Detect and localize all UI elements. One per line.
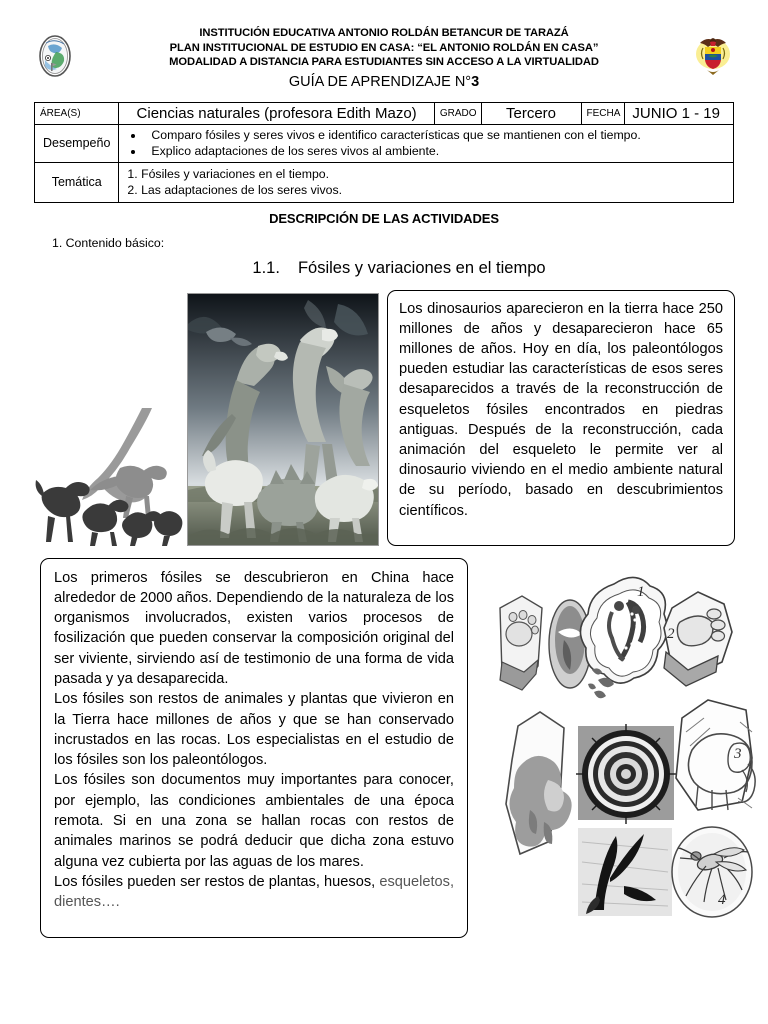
guide-title [82, 72, 686, 93]
subsection-text: Fósiles y variaciones en el tiempo [297, 258, 546, 277]
grado-value-cell: Tercero [481, 102, 581, 124]
institution-emblem-logo [34, 30, 76, 82]
fossil-paragraph-4 [54, 872, 454, 913]
description-activities-title: DESCRIPCIÓN DE LAS ACTIVIDADES [269, 210, 499, 226]
desempeno-label-cell: Desempeño [35, 124, 119, 162]
subsection-number: 1.1. [252, 258, 280, 277]
table-row-tematica [35, 162, 734, 202]
fossil-paragraph-4-faded: esqueletos, dientes…. [54, 873, 455, 911]
guide-number: 3 [471, 73, 480, 90]
guide-info-table [34, 102, 734, 203]
contenido-basico-label: 1. Contenido básico: [52, 235, 165, 250]
colombia-coat-of-arms-logo [692, 30, 734, 82]
header-line-2: PLAN INSTITUCIONAL DE ESTUDIO EN CASA: “EL ANTONIO ROLDÁN EN CASA” [169, 41, 599, 54]
tematica-label-cell: Temática [35, 162, 119, 202]
svg-text:3: 3 [734, 745, 742, 762]
dinosaur-text-box [387, 290, 735, 546]
desempeno-value-cell [119, 124, 734, 162]
area-label-cell: ÁREA(S) [35, 102, 119, 124]
tematica-value-cell [119, 162, 734, 202]
dinosaur-group-photo [187, 293, 379, 546]
fecha-label-cell: FECHA [581, 102, 625, 124]
list-item: • Comparo fósiles y seres vivos e identifico características que se mantienen con el tiempo. [145, 127, 729, 144]
lower-content-block [0, 558, 768, 938]
document-header [0, 0, 768, 93]
table-row-desempeno [35, 124, 734, 162]
fossil-paragraph-3: Los fósiles son documentos muy importantes para conocer, por ejemplo, las condiciones ambientales de una época remota. Si en una zona se hallan rocas con restos de animales marinos se podrá deducir que dicha zona estuvo alguna vez cubierta por las aguas de los mares. [54, 772, 454, 870]
guide-label: GUÍA DE APRENDIZAJE N° [288, 73, 472, 90]
desempeno-list [123, 127, 729, 160]
header-line-1: INSTITUCIÓN EDUCATIVA ANTONIO ROLDÁN BETANCUR DE TARAZÁ [199, 27, 569, 39]
dinosaur-paragraph: Los dinosaurios aparecieron en la tierra hace 250 millones de años y desaparecieron hace 65 millones de años. Hoy en día, los paleontólogos pueden estudiar las características de esos seres desaparecidos a través de la reconstrucción de esqueletos fósiles encontrados en piedras antiguas. Después de la reconstrucción, cada animación del esqueleto le permite ver al dinosaurio viviendo en el medio ambiente natural de su período, basado en descubrimientos científicos. [399, 300, 723, 519]
svg-text:4: 4 [718, 891, 726, 908]
grado-label-cell: GRADO [434, 102, 481, 124]
dinosaur-silhouettes-image [34, 406, 186, 546]
subsection-title [0, 259, 768, 278]
table-row-area [35, 102, 734, 124]
fossil-illustrations-image [486, 566, 756, 926]
tematica-list [123, 165, 729, 200]
header-line-3: MODALIDAD A DISTANCIA PARA ESTUDIANTES SIN ACCESO A LA VIRTUALIDAD [169, 56, 599, 68]
list-item: 1. Fósiles y variaciones en el tiempo. [127, 166, 330, 181]
fossil-paragraph-1: Los primeros fósiles se descubrieron en China hace alrededor de 2000 años. Dependiendo de la naturaleza de los organismos involucrados, existen varios procesos de fosilización que pueden conservar la composición original del ser viviente, sirviendo así de testimonio de una forma de vida pasada y ya desaparecida. [54, 569, 455, 687]
upper-content-block [0, 288, 768, 550]
fecha-value-cell: JUNIO 1 - 19 [625, 102, 734, 124]
list-item: 2. Las adaptaciones de los seres vivos. [127, 183, 343, 197]
header-text-block [76, 26, 692, 93]
fossil-paragraph-2: Los fósiles son restos de animales y plantas que vivieron en la Tierra hace millones de años y que se han conservado incrustados en las rocas. Los especialistas en el estudio de los fósiles son los paleontólogos. [54, 691, 454, 769]
fossil-paragraph-4-main: Los fósiles pueden ser restos de plantas, huesos, [54, 873, 376, 890]
svg-text:1: 1 [637, 583, 645, 600]
svg-text:2: 2 [667, 625, 675, 642]
list-item: • Explico adaptaciones de los seres vivos al ambiente. [145, 143, 729, 160]
area-value-cell: Ciencias naturales (profesora Edith Mazo) [119, 102, 434, 124]
fossil-text-box [40, 558, 468, 938]
